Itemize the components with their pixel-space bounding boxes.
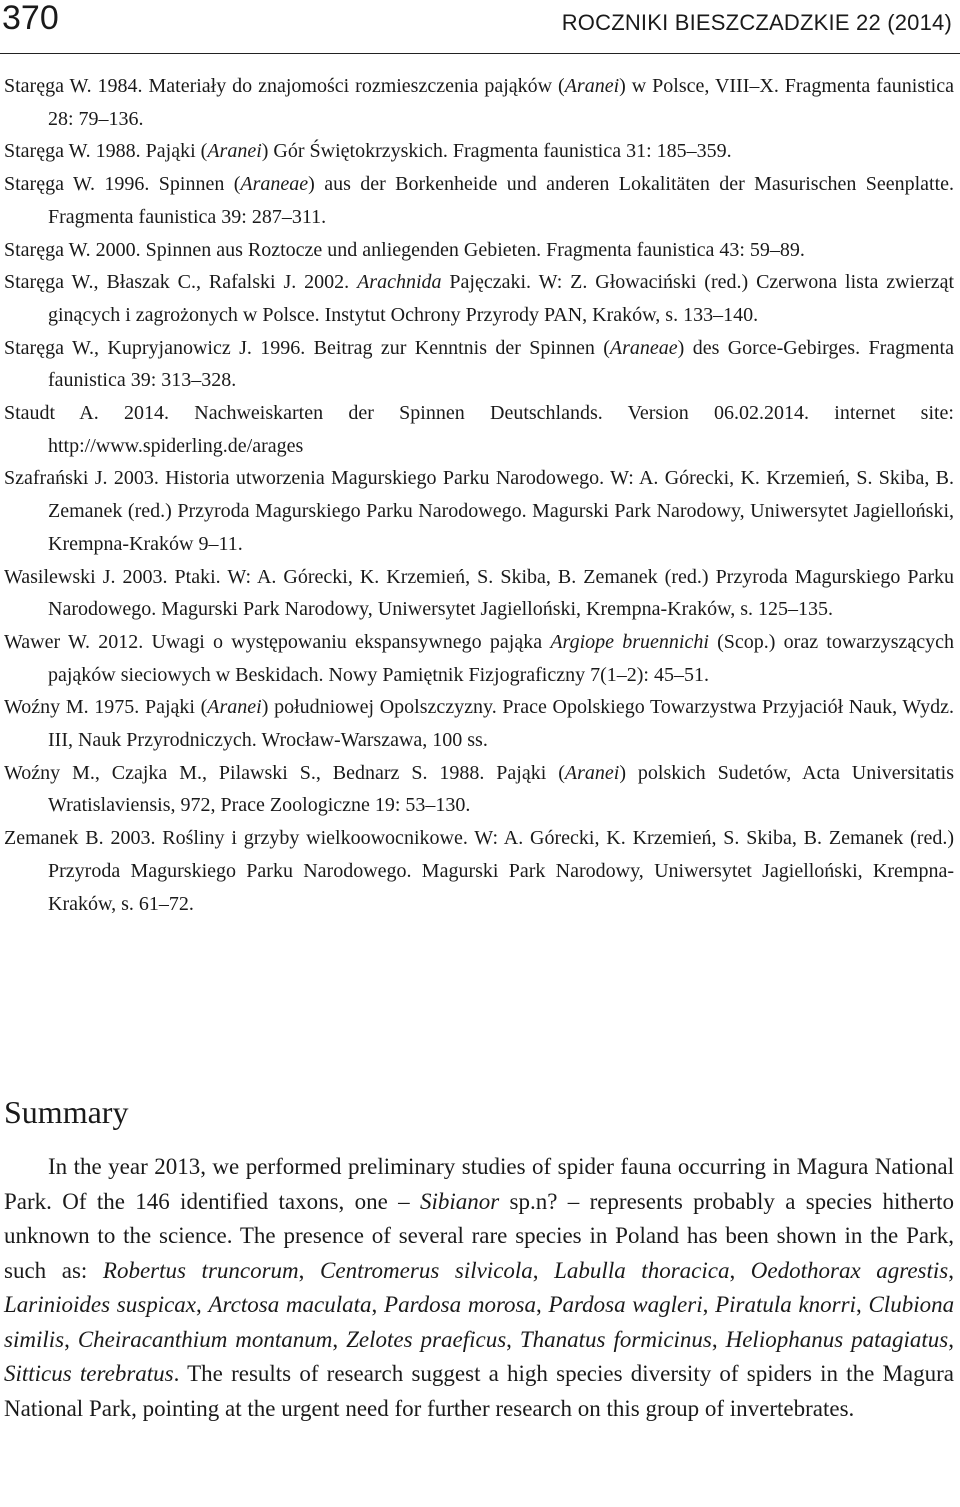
italic-taxon: Cheiracanthium montanum [77, 1326, 333, 1352]
reference-entry [4, 691, 954, 756]
text-run: Staręga W. 1988. Pająki ( [4, 140, 208, 163]
header-divider [0, 53, 960, 54]
reference-entry [4, 561, 954, 626]
text-run: , [298, 1257, 321, 1283]
reference-entry [4, 822, 954, 920]
italic-taxon: Pardosa morosa [384, 1292, 536, 1317]
text-run: In the year 2013, we performed preliminary studies of spider fauna occurring in Magura National Park. Of the 146 identified taxons, one – [4, 1154, 954, 1214]
text-run: , [711, 1326, 726, 1352]
italic-taxon: Argiope bruennichi [550, 630, 709, 653]
text-run: Staręga W., Błaszak C., Rafalski J. 2002. [4, 271, 358, 294]
reference-entry [4, 757, 954, 822]
text-run: , [64, 1326, 78, 1352]
text-run: Pajęczaki. W: Z. Głowaciński (red.) Czerwona lista zwierząt ginących i zagrożonych w Polsce. Instytut Ochrony Przyrody PAN, Kraków, s. 133–140. [48, 271, 955, 326]
running-title: ROCZNIKI BIESZCZADZKIE 22 (2014) [561, 10, 952, 35]
italic-taxon: Aranei [207, 140, 262, 163]
text-run: , [532, 1257, 555, 1283]
text-run: Zemanek B. 2003. Rośliny i grzyby wielkoowocnikowe. W: A. Górecki, K. Krzemień, S. Skiba, B. Zemanek (red.) Przyroda Magurskiego Parku Narodowego. Magurski Park Narodowy, Uniwersytet Jagielloński, Krempna-Kraków, s. 61–72. [4, 827, 954, 915]
text-run: , [332, 1326, 347, 1352]
text-run: , [702, 1292, 716, 1317]
italic-taxon: Robertus truncorum [102, 1257, 299, 1283]
text-run: , [536, 1292, 549, 1317]
text-run: ) des Gorce-Gebirges. Fragmenta faunistica 39: 313–328. [48, 336, 954, 392]
text-run: (Scop.) oraz towarzyszących pająków sieciowych w Beskidach. Nowy Pamiętnik Fizjograficzny 7(1–2): 45–51. [48, 630, 955, 686]
text-run: Wawer W. 2012. Uwagi o występowaniu ekspansywnego pająka [4, 630, 551, 653]
text-run: Staręga W. 2000. Spinnen aus Roztocze und anliegenden Gebieten. Fragmenta faunistica 43: 59–89. [4, 238, 805, 261]
italic-taxon: Pardosa wagleri [548, 1292, 703, 1317]
italic-taxon: Araneae [609, 336, 678, 359]
italic-taxon: Aranei [564, 75, 620, 97]
summary-heading: Summary [4, 1094, 129, 1130]
italic-taxon: Clubiona similis [4, 1292, 955, 1352]
text-run: Wasilewski J. 2003. Ptaki. W: A. Górecki, K. Krzemień, S. Skiba, B. Zemanek (red.) Przyroda Magurskiego Parku Narodowego. Magurski Park Narodowy, Uniwersytet Jagielloński, Krempna-Kraków, s. 125–135. [4, 565, 954, 621]
reference-entry [4, 626, 954, 691]
reference-list [4, 70, 954, 920]
reference-entry [4, 168, 954, 233]
text-run: Staręga W., Kupryjanowicz J. 1996. Beitrag zur Kenntnis der Spinnen ( [4, 336, 610, 359]
italic-taxon: Arctosa maculata [208, 1292, 372, 1317]
reference-entry [4, 332, 954, 397]
reference-entry [4, 462, 954, 560]
italic-taxon: Piratula knorri [715, 1292, 856, 1317]
text-run: Szafrański J. 2003. Historia utworzenia Magurskiego Parku Narodowego. W: A. Górecki, K. Krzemień, S. Skiba, B. Zemanek (red.) Przyroda Magurskiego Parku Narodowego. Magurski Park Narodowy, Uniwersytet Jagielloński, Krempna-Kraków 9–11. [4, 467, 954, 555]
text-run: Staudt A. 2014. Nachweiskarten der Spinnen Deutschlands. Version 06.02.2014. internet site: http://www.spiderling.de/arages [4, 402, 954, 457]
text-run: , [948, 1326, 955, 1352]
italic-taxon: Sibianor [419, 1188, 500, 1214]
italic-taxon: Thanatus formicinus [519, 1326, 712, 1352]
text-run: , [506, 1326, 520, 1352]
italic-taxon: Aranei [207, 696, 262, 719]
italic-taxon: Heliophanus patagiatus [725, 1326, 949, 1352]
italic-taxon: Larinioides suspicax [4, 1292, 197, 1317]
text-run: , [948, 1257, 954, 1283]
text-run: Staręga W. 1996. Spinnen ( [4, 173, 241, 196]
italic-taxon: Aranei [564, 761, 620, 784]
text-run: , [196, 1292, 209, 1317]
italic-taxon: Zelotes praeficus [346, 1326, 507, 1352]
italic-taxon: Centromerus silvicola [320, 1257, 533, 1283]
summary-paragraph [4, 1150, 954, 1426]
text-run: , [729, 1257, 751, 1283]
text-run: Woźny M., Czajka M., Pilawski S., Bednarz S. 1988. Pająki ( [4, 761, 565, 784]
italic-taxon: Arachnida [357, 271, 442, 294]
text-run: , [855, 1292, 869, 1317]
reference-entry [4, 135, 954, 168]
page-number: 370 [2, 0, 59, 37]
text-run: sp.n? – represents probably a species hitherto unknown to the science. The presence of several rare species in Poland has been shown in the Park, such as: [4, 1188, 954, 1283]
reference-entry [4, 234, 954, 267]
italic-taxon: Labulla thoracica [554, 1257, 730, 1283]
italic-taxon: Araneae [240, 173, 309, 196]
text-run: ) w Polsce, VIII–X. Fragmenta faunistica 28: 79–136. [48, 75, 954, 130]
text-run: Woźny M. 1975. Pająki ( [4, 696, 208, 719]
reference-entry [4, 70, 954, 135]
text-run: Staręga W. 1984. Materiały do znajomości rozmieszczenia pająków ( [4, 75, 565, 97]
text-run: ) aus der Borkenheide und anderen Lokalitäten der Masurischen Seenplatte. Fragmenta faunistica 39: 287–311. [48, 173, 954, 228]
text-run: . The results of research suggest a high species diversity of spiders in the Magura National Park, pointing at the urgent need for further research on this group of invertebrates. [4, 1361, 954, 1421]
reference-entry [4, 397, 954, 462]
text-run: ) Gór Świętokrzyskich. Fragmenta faunistica 31: 185–359. [261, 140, 732, 163]
text-run: ) południowej Opolszczyzny. Prace Opolskiego Towarzystwa Przyjaciół Nauk, Wydz. III, Nauk Przyrodniczych. Wrocław-Warszawa, 100 ss. [48, 696, 954, 752]
italic-taxon: Sitticus terebratus [4, 1361, 174, 1386]
reference-entry [4, 266, 954, 331]
text-run: ) polskich Sudetów, Acta Universitatis Wratislaviensis, 972, Prace Zoologiczne 19: 53–130. [48, 761, 955, 817]
text-run: , [371, 1292, 385, 1317]
italic-taxon: Oedothorax agrestis [750, 1257, 949, 1283]
